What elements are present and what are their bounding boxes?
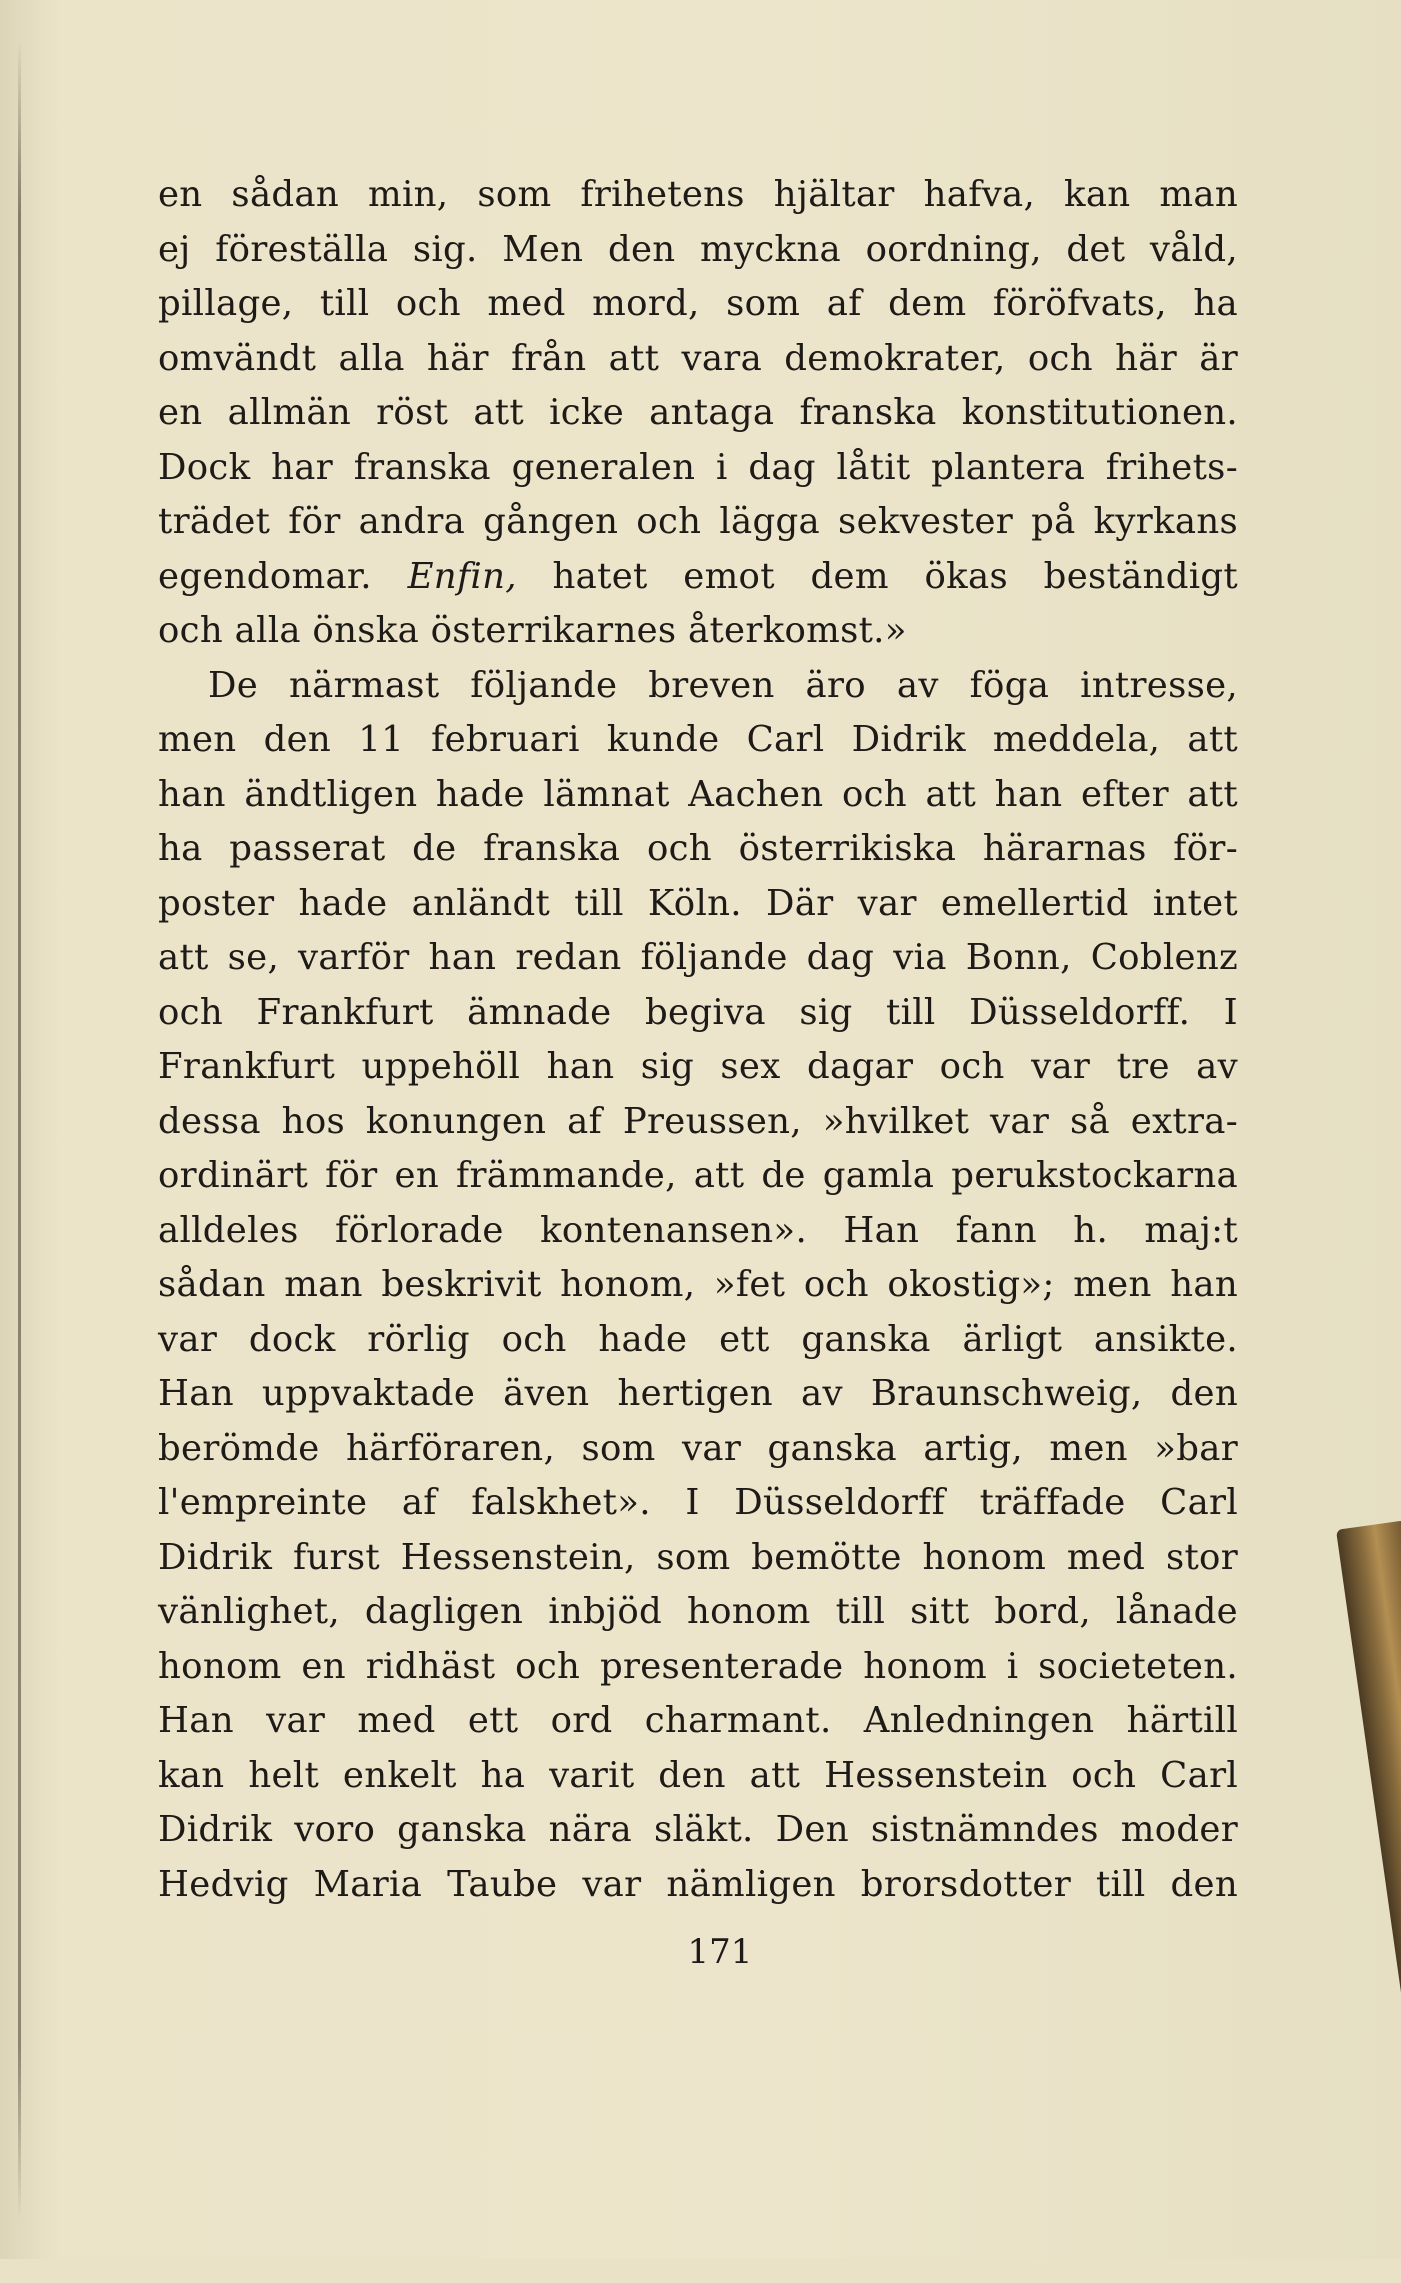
text-line-26: Didrik furst Hessenstein, som bemötte honom med stor [158,1536,1238,1578]
text-line-24: berömde härföraren, som var ganska artig, men »bar [158,1427,1238,1469]
text-line-32: Hedvig Maria Taube var nämligen brorsdotter till den [158,1863,1238,1905]
body-text [158,168,1238,1912]
text-line-14: poster hade anländt till Köln. Där var emellertid intet [158,882,1238,924]
text-line-11: men den 11 februari kunde Carl Didrik meddela, att [158,719,1238,760]
text-line-5: en allmän röst att icke antaga franska konstitutionen. [158,392,1238,433]
text-line-13: ha passerat de franska och österrikiska härarnas för- [158,828,1238,869]
text-line-2: ej föreställa sig. Men den myckna oordning, det våld, [158,228,1238,270]
text-line-6: Dock har franska generalen i dag låtit plantera frihets- [158,446,1238,488]
page-edge-shadow [18,40,21,2220]
text-line-8-start: egendomar. [158,555,372,597]
text-line-22: var dock rörlig och hade ett ganska ärligt ansikte. [158,1318,1238,1360]
text-line-23: Han uppvaktade även hertigen av Braunschweig, den [158,1373,1238,1414]
text-line-19: ordinärt för en främmande, att de gamla perukstockarna [158,1155,1238,1196]
text-line-1: en sådan min, som frihetens hjältar hafva, kan man [158,174,1238,215]
text-line-29: Han var med ett ord charmant. Anledningen härtill [158,1700,1238,1741]
text-line-16: och Frankfurt ämnade begiva sig till Düsseldorff. I [158,991,1238,1033]
text-line-9: och alla önska österrikarnes återkomst.» [158,610,907,651]
wooden-stick [1336,1520,1401,2282]
text-line-20: alldeles förlorade kontenansen». Han fann h. maj:t [158,1209,1238,1251]
text-line-3: pillage, till och med mord, som af dem föröfvats, ha [158,283,1238,324]
text-line-12: han ändtligen hade lämnat Aachen och att han efter att [158,773,1238,815]
text-line-8 [158,550,1238,605]
italic-enfin: Enfin, [407,555,517,597]
text-line-21: sådan man beskrivit honom, »fet och okostig»; men han [158,1264,1238,1305]
page-number: 171 [687,1932,753,1972]
text-line-25: l'empreinte af falskhet». I Düsseldorff träffade Carl [158,1482,1238,1523]
text-line-27: vänlighet, dagligen inbjöd honom till sitt bord, lånade [158,1591,1238,1632]
text-line-7: trädet för andra gången och lägga sekvester på kyrkans [158,501,1238,542]
text-line-28: honom en ridhäst och presenterade honom i societeten. [158,1645,1238,1687]
text-line-30: kan helt enkelt ha varit den att Hessenstein och Carl [158,1754,1238,1796]
text-line-10: De närmast följande breven äro av föga intresse, [208,664,1238,706]
text-line-15: att se, varför han redan följande dag via Bonn, Coblenz [158,937,1238,978]
text-line-17: Frankfurt uppehöll han sig sex dagar och var tre av [158,1046,1238,1087]
text-line-8-rest: hatet emot dem ökas beständigt [552,555,1238,597]
text-line-4: omvändt alla här från att vara demokrater, och här är [158,337,1238,379]
text-line-18: dessa hos konungen af Preussen, »hvilket var så extra- [158,1100,1238,1142]
text-line-31: Didrik voro ganska nära släkt. Den sistnämndes moder [158,1809,1238,1850]
